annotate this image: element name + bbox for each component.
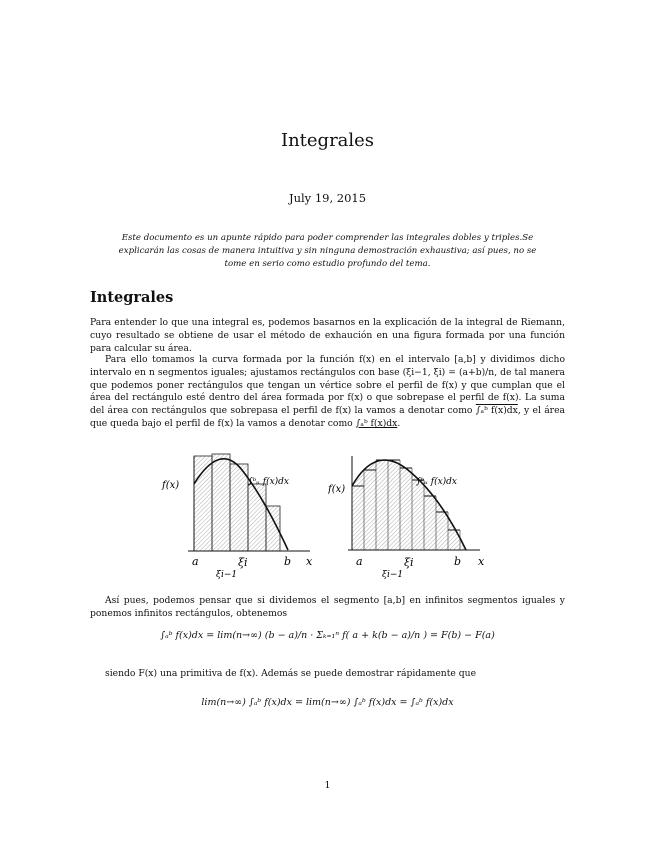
paragraph-2 — [90, 354, 565, 431]
b-label-2: b — [454, 555, 462, 568]
paragraph-3: Así pues, podemos pensar que si dividemos el segmento [a,b] en infinitos segmentos iguales y ponemos infinitos rectángulos, obtenemos — [90, 595, 565, 619]
integral-label: ∫ᵇᵤ f(x)dx — [248, 477, 290, 487]
xi-prev-label: ξi−1 — [216, 570, 238, 580]
equation-limits: lim(n→∞) ∫ₐᵇ f(x)dx = lim(n→∞) ∫ₐᵇ f(x)dx = ∫ₐᵇ f(x)dx — [201, 697, 454, 708]
xi-label-2: ξi — [404, 556, 414, 569]
paragraph-1: Para entender lo que una integral es, podemos basarnos en la explicación de la integral de Riemann, cuyo resultado se obtiene de usar el método de exhaución en una figura formada por una función para calcular su área. — [90, 317, 565, 354]
lower-integral: ∫ₐᵇ f(x)dx — [355, 417, 398, 429]
x-label: x — [306, 555, 313, 568]
fx-label: f(x) — [162, 480, 180, 491]
lower-sum-figure — [328, 446, 493, 582]
page-number: 1 — [324, 780, 331, 791]
upper-sum-figure — [160, 446, 320, 582]
b-label: b — [284, 555, 292, 568]
x-label-2: x — [478, 555, 485, 568]
document-date: July 19, 2015 — [288, 191, 367, 205]
section-title: Integrales — [90, 289, 174, 306]
paragraph-4: siendo F(x) una primitiva de f(x). Además se puede demostrar rápidamente que — [105, 668, 477, 679]
a-label-2: a — [356, 555, 363, 568]
paragraph-2-text-a: Para ello tomamos la curva formada por la función f(x) en el intervalo [a,b] y dividimos dicho intervalo en n segmentos iguales; ajustamos rectángulos con base (ξi−1, ξi) = (a+b)/n, de tal manera que podemos poner rectángulos que tengan un vértice sobre el perfil de f(x) y que cumplan que el área del rectángulo esté dentro del área formada por f(x) o que sobrepase el perfil de f(x). La suma del área con rectángulos que sobrepasa el perfil de f(x) la vamos a denotar como — [90, 354, 565, 417]
rect-3 — [230, 464, 248, 551]
rect-4 — [248, 484, 266, 551]
paragraph-2-text-c: . — [397, 417, 401, 429]
document-title: Integrales — [280, 130, 375, 151]
upper-integral: ∫ₐᵇ f(x)dx — [475, 405, 518, 417]
xi-prev-label-2: ξi−1 — [382, 570, 404, 580]
fx-label-2: f(x) — [328, 484, 346, 495]
a-label: a — [192, 555, 199, 568]
integral-label-2: ∫ᵇᵤ f(x)dx — [416, 477, 458, 487]
equation-riemann: ∫ₐᵇ f(x)dx = lim(n→∞) (b − a)/n · Σₖ₌₁ⁿ f( a + k(b − a)/n ) = F(b) − F(a) — [160, 630, 495, 641]
rect-2 — [212, 454, 230, 551]
abstract: Este documento es un apunte rápido para poder comprender las integrales dobles y triples.Se explicarán las cosas de manera intuitiva y sin ninguna demostración exhaustiva; así pues, no se tome en serio como estudio profundo del tema. — [118, 233, 537, 269]
xi-label: ξi — [238, 556, 248, 569]
paragraph-2-text-b: , y el área que queda bajo el perfil de f(x) la vamos a denotar como — [90, 405, 565, 429]
upper-rectangles — [194, 454, 280, 551]
area-under-curve — [352, 460, 466, 550]
